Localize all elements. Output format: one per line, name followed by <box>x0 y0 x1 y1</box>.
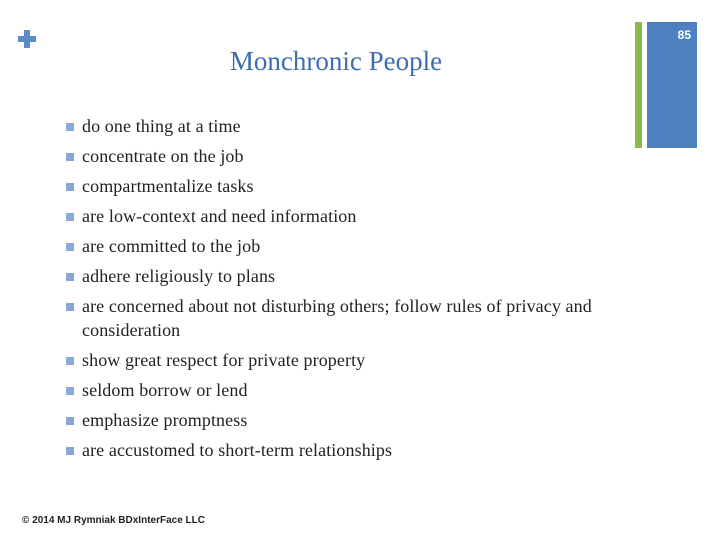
bullet-square-icon <box>66 273 74 281</box>
bullet-square-icon <box>66 357 74 365</box>
list-item <box>66 348 626 372</box>
bullet-square-icon <box>66 153 74 161</box>
bullet-square-icon <box>66 123 74 131</box>
bullet-text: emphasize promptness <box>82 410 248 430</box>
bullet-square-icon <box>66 447 74 455</box>
bullet-text: are accustomed to short-term relationships <box>82 440 393 460</box>
bullet-square-icon <box>66 417 74 425</box>
list-item <box>66 174 626 198</box>
bullet-text: seldom borrow or lend <box>82 380 248 400</box>
bullet-text: show great respect for private property <box>82 350 366 370</box>
bullet-text: are low-context and need information <box>82 206 357 226</box>
bullet-list <box>66 114 626 468</box>
bullet-square-icon <box>66 213 74 221</box>
bullet-text: adhere religiously to plans <box>82 266 276 286</box>
bullet-square-icon <box>66 243 74 251</box>
bullet-square-icon <box>66 303 74 311</box>
slide-number: 85 <box>677 28 691 42</box>
list-item <box>66 234 626 258</box>
list-item <box>66 264 626 288</box>
bullet-text: concentrate on the job <box>82 146 244 166</box>
list-item <box>66 438 626 462</box>
bullet-text: are concerned about not disturbing others; follow rules of privacy and consideration <box>82 296 592 340</box>
bullet-square-icon <box>66 183 74 191</box>
bullet-text: compartmentalize tasks <box>82 176 254 196</box>
list-item <box>66 408 626 432</box>
accent-bar-green <box>635 22 642 148</box>
slide-title: Monchronic People <box>229 46 443 76</box>
bullet-text: do one thing at a time <box>82 116 241 136</box>
bullet-text: are committed to the job <box>82 236 261 256</box>
plus-icon <box>16 28 38 50</box>
copyright-footer: © 2014 MJ Rymniak BDxInterFace LLC <box>22 515 205 526</box>
list-item <box>66 204 626 228</box>
list-item <box>66 144 626 168</box>
list-item <box>66 294 626 342</box>
list-item <box>66 378 626 402</box>
bullet-square-icon <box>66 387 74 395</box>
list-item <box>66 114 626 138</box>
